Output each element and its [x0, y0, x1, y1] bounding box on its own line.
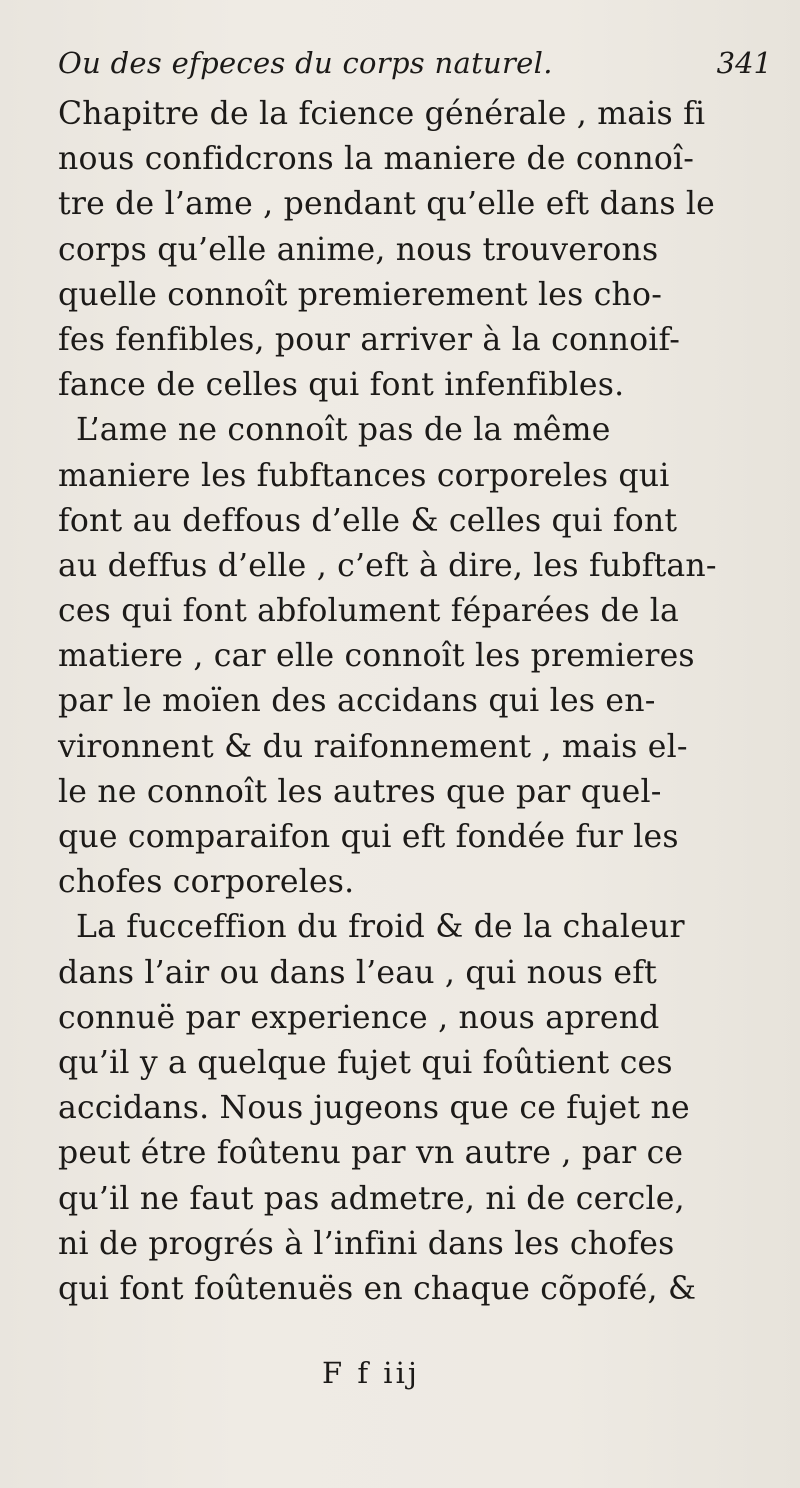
- text-line: chofes corporeles.: [58, 864, 355, 901]
- text-line: connuë par experience , nous aprend: [58, 999, 660, 1036]
- text-line: font au deffous d’elle & celles qui font: [58, 502, 678, 539]
- text-line: qu’il ne faut pas admetre, ni de cercle,: [58, 1180, 685, 1217]
- text-line: ces qui font abfolument féparées de la: [58, 593, 680, 630]
- text-line: au deffus d’elle , c’eft à dire, les fubftan-: [58, 547, 717, 584]
- signature-mark: F f iij: [322, 1356, 420, 1390]
- text-body: [58, 92, 778, 1312]
- text-line: que comparaifon qui eft fondée fur les: [58, 819, 679, 855]
- text-line: La fucceffion du froid & de la chaleur: [76, 909, 685, 946]
- text-line: dans l’air ou dans l’eau , qui nous eft: [58, 954, 657, 991]
- running-head: Ou des efpeces du corps naturel.: [58, 46, 553, 80]
- page-number: 341: [716, 46, 772, 80]
- page-header: [52, 46, 782, 92]
- text-line: Chapitre de la fcience générale , mais fi: [58, 96, 706, 132]
- text-line: tre de l’ame , pendant qu’elle eft dans le: [58, 186, 716, 223]
- text-line: accidans. Nous jugeons que ce fujet ne: [58, 1090, 690, 1127]
- text-line: vironnent & du raifonnement , mais el-: [58, 728, 688, 765]
- text-line: maniere les fubftances corporeles qui: [58, 457, 670, 494]
- text-line: ni de progrés à l’infini dans les chofes: [58, 1225, 675, 1262]
- text-line: fes fenfibles, pour arriver à la connoif-: [58, 321, 681, 358]
- text-line: le ne connoît les autres que par quel-: [58, 773, 662, 810]
- text-line: nous confidcrons la maniere de connoî-: [58, 141, 695, 178]
- text-line: fance de celles qui font infenfibles.: [58, 367, 625, 404]
- text-line: qui font foûtenuës en chaque cõpofé, &: [58, 1270, 697, 1307]
- text-line: matiere , car elle connoît les premieres: [58, 638, 695, 675]
- text-line: qu’il y a quelque fujet qui foûtient ces: [58, 1044, 673, 1081]
- text-line: par le moïen des accidans qui les en-: [58, 683, 656, 720]
- text-line: L’ame ne connoît pas de la même: [76, 412, 611, 449]
- text-line: peut étre foûtenu par vn autre , par ce: [58, 1135, 684, 1172]
- text-line: quelle connoît premierement les cho-: [58, 276, 663, 313]
- text-line: corps qu’elle anime, nous trouverons: [58, 231, 659, 268]
